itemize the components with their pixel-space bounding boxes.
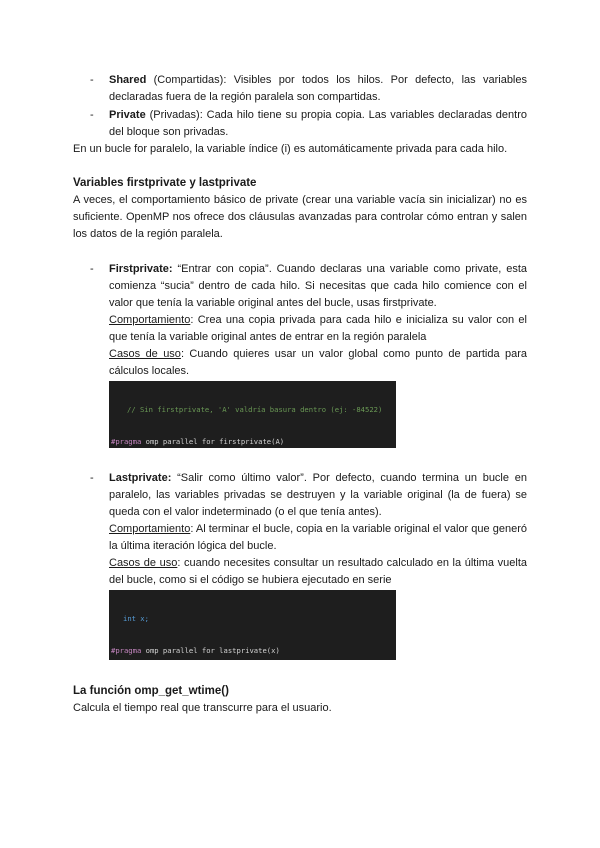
section-heading-firstprivate-lastprivate: Variables firstprivate y lastprivate — [73, 177, 257, 189]
index-private-note: En un bucle for paralelo, la variable índice (i) es automáticamente privada para cada hilo. — [73, 143, 508, 155]
behavior-text: : Crea una copia privada para cada hilo e inicializa su valor con el que tenía la variable original antes de entrar en la región paralela — [109, 314, 527, 343]
behavior-label: Comportamiento — [109, 314, 191, 326]
use-cases-text: : Cuando quieres usar un valor global como punto de partida para cálculos locales. — [109, 348, 528, 377]
omp-get-wtime-description: Calcula el tiempo real que transcurre para el usuario. — [73, 702, 332, 714]
bullet-marker: - — [90, 263, 94, 275]
lastprivate-text: “Salir como último valor”. Por defecto, cuando termina un bucle en paralelo, las variables privadas se destruyen y la variable original (la de fuera) se queda con el valor indeterminado (o el que tenía antes). — [109, 472, 527, 518]
code-line: #pragma omp parallel for firstprivate(A) — [111, 436, 285, 446]
code-block-firstprivate — [109, 381, 396, 448]
section-heading-omp-get-wtime: La función omp_get_wtime() — [73, 685, 229, 697]
lastprivate-behavior — [109, 521, 527, 555]
firstprivate-use-cases — [109, 346, 527, 380]
lastprivate-description — [109, 470, 527, 521]
code-block-lastprivate — [109, 590, 396, 660]
lastprivate-term: Lastprivate: — [109, 472, 172, 484]
firstprivate-description — [109, 261, 527, 312]
private-text: (Privadas): Cada hilo tiene su propia copia. Las variables declaradas dentro del bloque son privadas. — [109, 109, 527, 138]
use-cases-label: Casos de uso — [109, 557, 178, 569]
bullet-marker: - — [90, 472, 94, 484]
bullet-marker: - — [90, 74, 94, 86]
shared-item — [109, 72, 527, 106]
use-cases-text: : cuando necesites consultar un resultado calculado en la última vuelta del bucle, como si el código se hubiera ejecutado en serie — [109, 557, 527, 586]
lastprivate-use-cases — [109, 555, 527, 589]
lastprivate-item — [109, 470, 527, 589]
section-intro: A veces, el comportamiento básico de private (crear una variable vacía sin inicializar) no es suficiente. OpenMP nos ofrece dos cláusulas avanzadas para controlar cómo entran y salen los datos de la región paralela. — [73, 194, 527, 240]
shared-text: (Compartidas): Visibles por todos los hilos. Por defecto, las variables declaradas fuera de la región paralela son compartidas. — [109, 74, 527, 103]
firstprivate-item — [109, 261, 527, 380]
shared-term: Shared — [109, 74, 147, 86]
behavior-text: : Al terminar el bucle, copia en la variable original el valor que generó la última iteración lógica del bucle. — [109, 523, 527, 552]
private-item — [109, 107, 527, 141]
code-line: #pragma omp parallel for lastprivate(x) — [111, 645, 280, 655]
firstprivate-text: “Entrar con copia”. Cuando declaras una variable como private, esta comienza “sucia” dentro de cada hilo. Si necesitas que cada hilo comience con el valor que tenía la variable original antes del bucle, usas firstprivate. — [109, 263, 527, 309]
private-term: Private — [109, 109, 146, 121]
code-line: int x; — [123, 614, 149, 623]
use-cases-label: Casos de uso — [109, 348, 181, 360]
behavior-label: Comportamiento — [109, 523, 191, 535]
firstprivate-behavior — [109, 312, 527, 346]
firstprivate-term: Firstprivate: — [109, 263, 173, 275]
code-line: // Sin firstprivate, 'A' valdría basura dentro (ej: -84522) — [127, 405, 383, 414]
bullet-marker: - — [90, 109, 94, 121]
